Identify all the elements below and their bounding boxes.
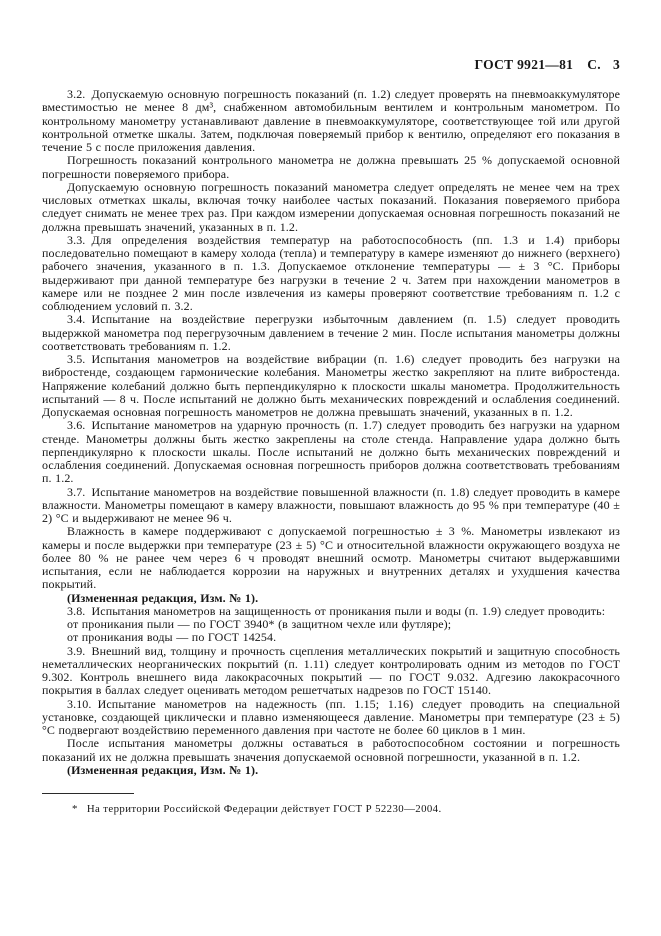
paragraph-scale-marks: Допускаемую основную погрешность показаний манометра следует определять не менее чем на трех числовых отметках шкалы, включая точку наиболее частых показаний. Показания поверяемого прибора следует снимать не менее трех раз. При каждом измерении допускаемая основная погрешность показаний не должна превышать значений, указанных в п. 1.2. [42, 179, 620, 234]
page-number: 3 [612, 57, 620, 72]
footnote [42, 803, 620, 816]
paragraph-3-10: 3.10. Испытание манометров на надежность (пп. 1.15; 1.16) следует проводить на специальной установке, создающей циклически и плавно изменяющееся давление. Манометры при температуре (23 ± 5) °С подвергают воздействию переменного давления при частоте не более 60 циклов в 1 мин. [42, 696, 620, 737]
footnote-marker: * [72, 803, 78, 815]
page-label: С. [587, 57, 601, 72]
paragraph-3-2: 3.2. Допускаемую основную погрешность показаний (п. 1.2) следует проверять на пневмоаккумуляторе вместимостью не менее 8 дм³, снабженном автомобильным вентилем и контрольным манометром. По контрольному манометру устанавливают давление в пневмоаккумуляторе, соответствующее той или другой контрольной отметке шкалы. Затем, подключая поверяемый прибор к вентилю, определяют его показания в течение 5 с после приложения давления. [42, 87, 620, 154]
paragraph-3-3: 3.3. Для определения воздействия температур на работоспособность (пп. 1.3 и 1.4) приборы последовательно помещают в камеру холода (тепла) и температуру в камере изменяют до нижнего (верхнего) рабочего значения, указанного в п. 1.3. Допускаемое отклонение температуры — ± 3 °С. Приборы выдерживают при данной температуре без нагрузки в течение 2 ч. Затем при нахождении манометров в камере или не позднее 2 мин после извлечения из камеры проверяют соответствие требованиям п. 1.2 с соблюдением условий п. 3.2. [42, 232, 620, 313]
footnote-block [42, 793, 620, 816]
footnote-text: На территории Российской Федерации действует ГОСТ Р 52230—2004. [86, 803, 442, 815]
footnote-separator [42, 793, 134, 794]
paragraph-dust: от проникания пыли — по ГОСТ 3940* (в защитном чехле или футляре); [67, 617, 452, 631]
paragraph-3-7: 3.7. Испытание манометров на воздействие повышенной влажности (п. 1.8) следует проводить в камере влажности. Манометры помещают в камеру влажности, повышают влажность до 95 % при температуре (40 ± 2) °С и выдерживают не менее 96 ч. [42, 484, 620, 525]
standard-number: ГОСТ 9921—81 [474, 57, 574, 72]
document-body [42, 88, 620, 777]
paragraph-3-8: 3.8. Испытания манометров на защищенность от проникания пыли и воды (п. 1.9) следует проводить: [67, 603, 606, 618]
paragraph-3-9: 3.9. Внешний вид, толщину и прочность сцепления металлических покрытий и защитную способность неметаллических неорганических покрытий (п. 1.11) следует контролировать одним из методов по ГОСТ 9.302. Контроль внешнего вида лакокрасочных покрытий — по ГОСТ 9.032. Адгезию лакокрасочного покрытия в баллах следует оценивать методом решетчатых надрезов по ГОСТ 15140. [42, 643, 620, 698]
page-header [0, 0, 661, 73]
revision-note-2: (Измененная редакция, Изм. № 1). [67, 762, 259, 777]
paragraph-control-error: Погрешность показаний контрольного манометра не должна превышать 25 % допускаемой основной погрешности поверяемого прибора. [42, 153, 620, 181]
paragraph-humidity: Влажность в камере поддерживают с допускаемой погрешностью ± 3 %. Манометры извлекают из камеры и после выдержки при температуре (23 ± 5) °С и относительной влажности окружающего воздуха не более 80 % не ранее чем через 6 ч проводят внешний осмотр. Манометры считают выдержавшими испытания, если не наблюдается коррозии на наружных и внутренних деталях и ухудшения качества покрытий. [42, 524, 620, 592]
paragraph-water: от проникания воды — по ГОСТ 14254. [67, 630, 277, 645]
paragraph-3-4: 3.4. Испытание на воздействие перегрузки избыточным давлением (п. 1.5) следует проводить выдержкой манометра под перегрузочным давлением в течение 2 мин. После испытания манометры должны соответствовать требованиям п. 1.2. [42, 312, 620, 353]
revision-note-1: (Измененная редакция, Изм. № 1). [67, 590, 259, 605]
paragraph-3-6: 3.6. Испытание манометров на ударную прочность (п. 1.7) следует проводить без нагрузки на ударном стенде. Манометры должны быть жестко закреплены на столе стенда. Направление удара должно быть перпендикулярно к плоскости шкалы. После испытаний не должно быть механических повреждений и ослабления соединений. Допускаемая основная погрешность приборов должна соответствовать требованиям п. 1.2. [42, 418, 620, 486]
paragraph-3-5: 3.5. Испытания манометров на воздействие вибрации (п. 1.6) следует проводить без нагрузки на вибростенде, создающем гармонические колебания. Манометры жестко закрепляют на плите вибростенда. Напряжение колебаний должно быть перпендикулярно к плоскости шкалы манометра. Продолжительность испытаний — 8 ч. После испытаний не должно быть механических повреждений и ослабления соединений. Допускаемая основная погрешность манометров не должна превышать значений, указанных в п. 1.2. [42, 352, 620, 419]
paragraph-after-test: После испытания манометры должны оставаться в работоспособном состоянии и погрешность показаний их не должна превышать значения допускаемой основной погрешности, указанной в п. 1.2. [42, 736, 620, 764]
